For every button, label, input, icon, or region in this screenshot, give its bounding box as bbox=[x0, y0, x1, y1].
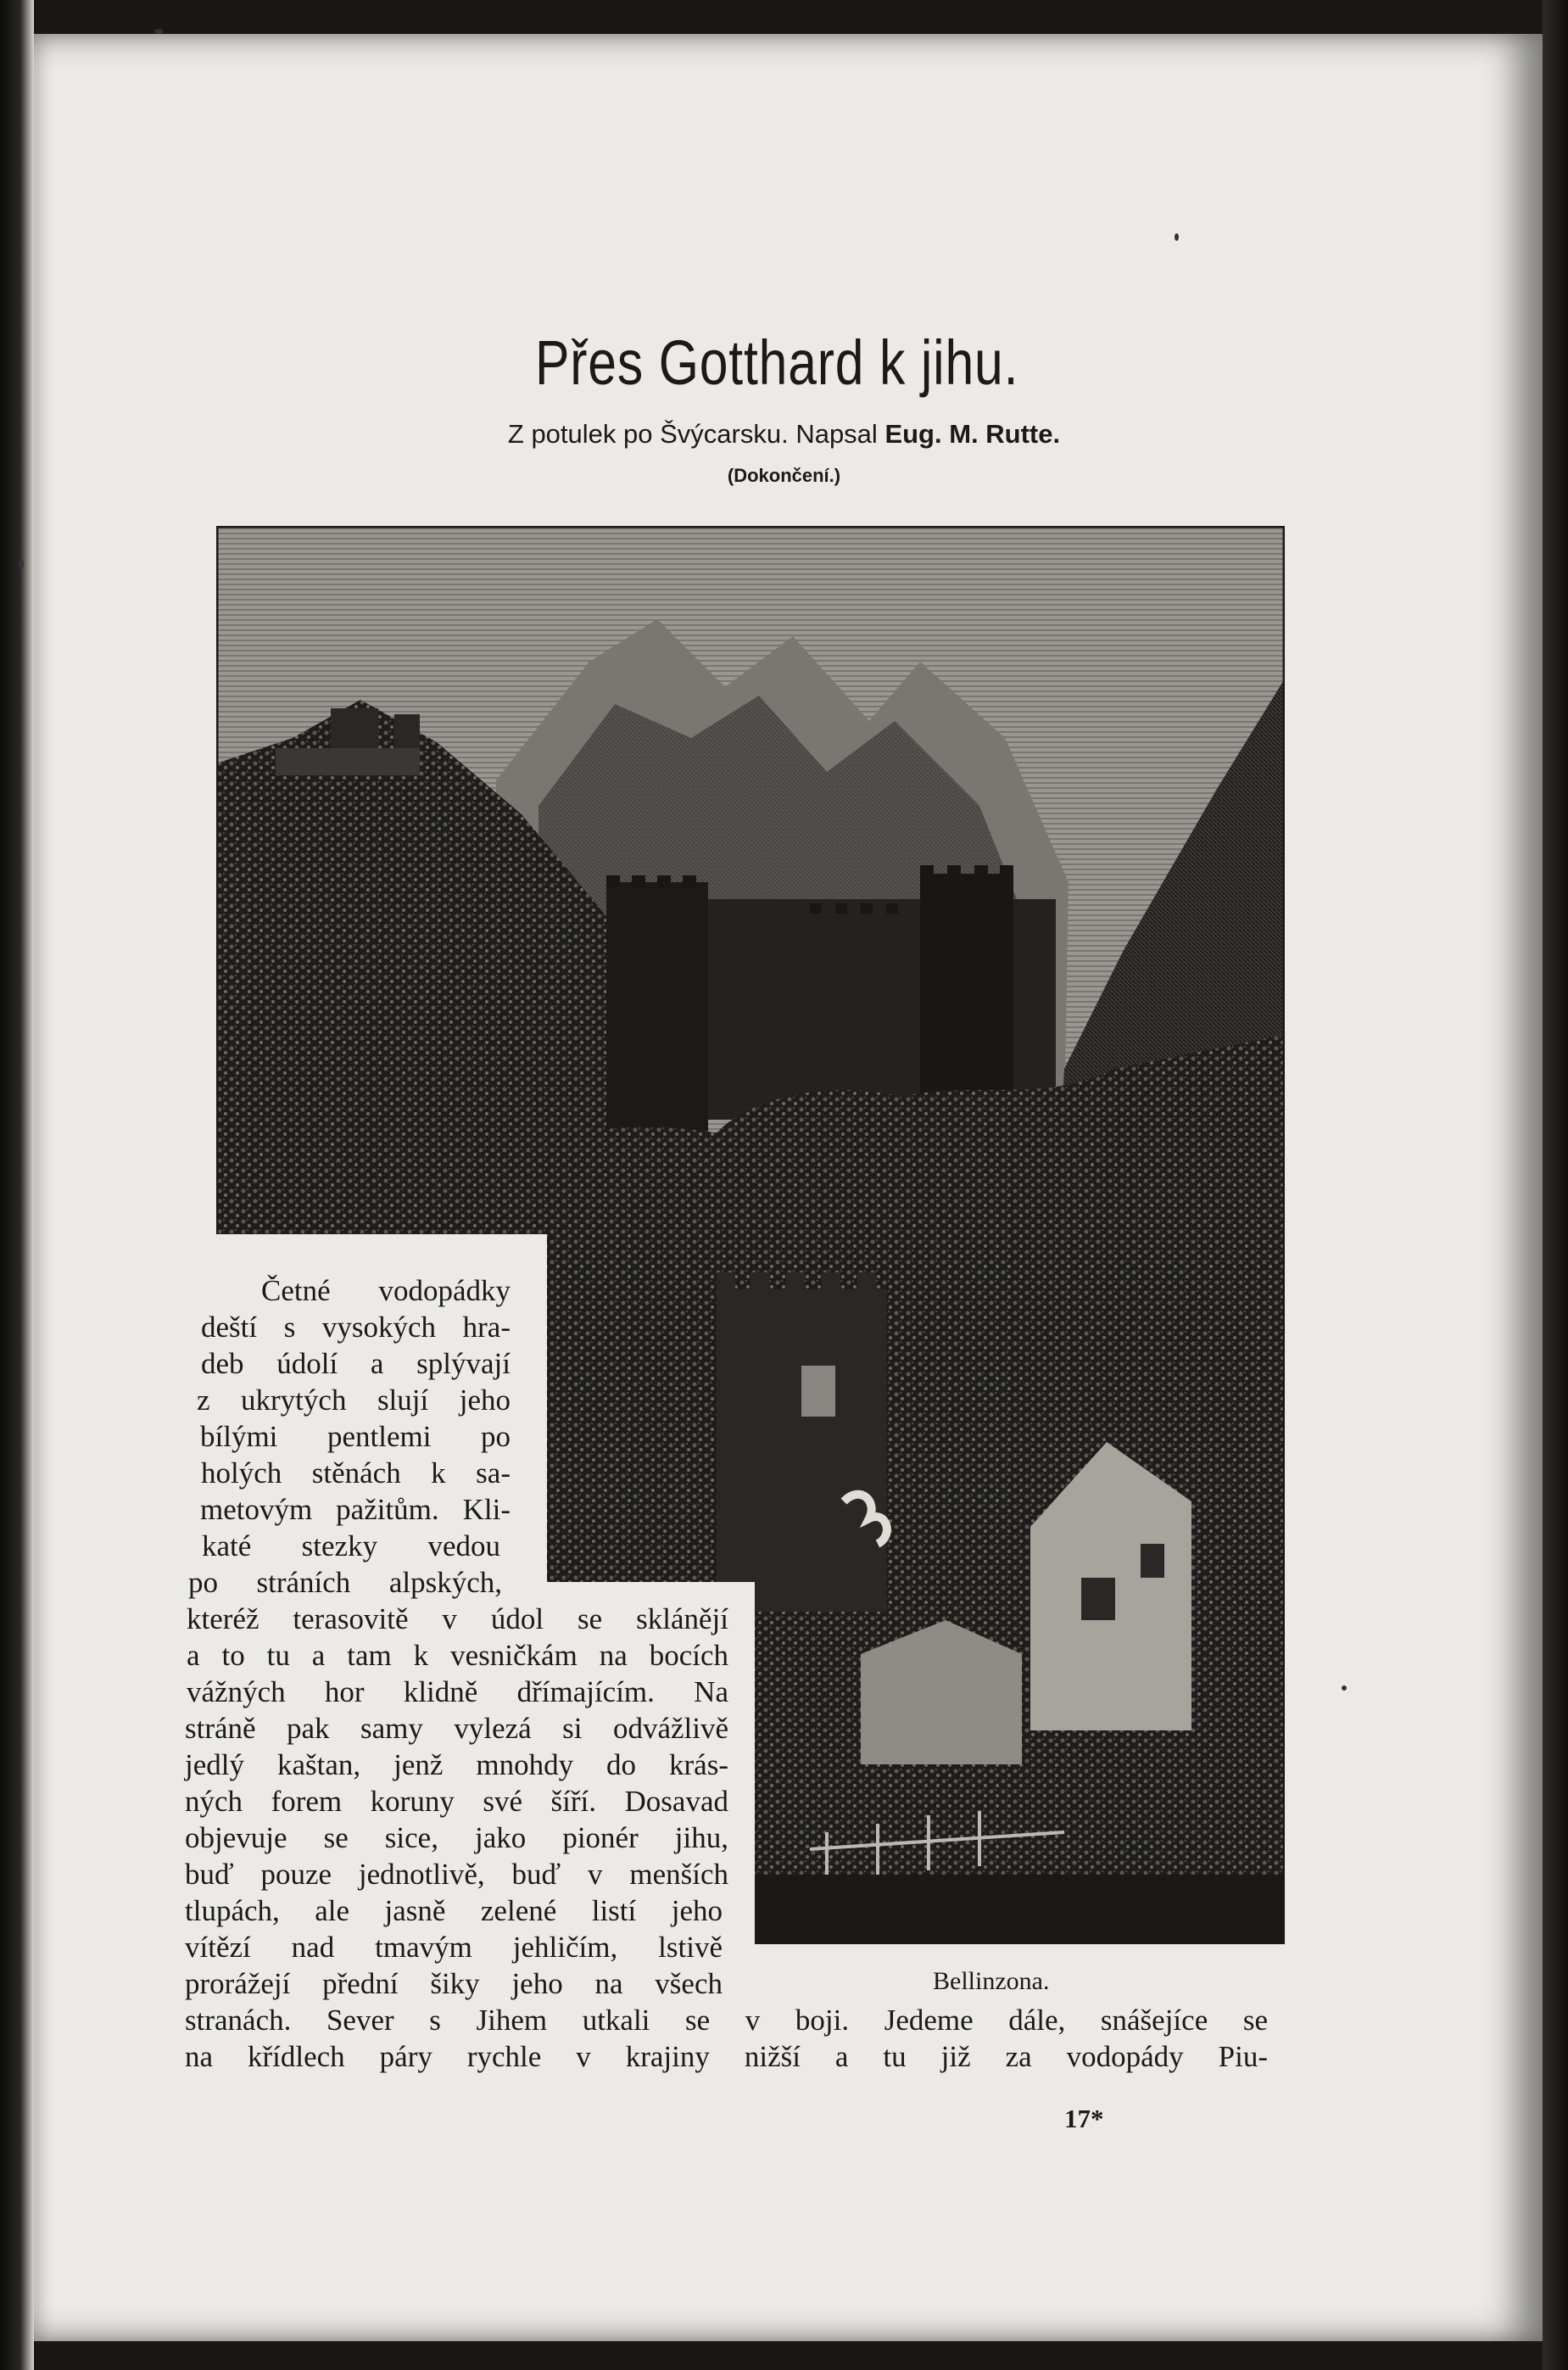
article-author: Eug. M. Rutte. bbox=[884, 419, 1061, 449]
body-line: vítězí nad tmavým jehličím, lstivě bbox=[185, 1931, 723, 1964]
article-title: Přes Gotthard k jihu. bbox=[534, 327, 1019, 398]
body-line: deb údolí a splývají bbox=[201, 1347, 511, 1380]
speck bbox=[1342, 1685, 1347, 1691]
body-line: a to tu a tam k vesničkám na bocích bbox=[187, 1639, 728, 1672]
body-line: metovým pažitům. Kli- bbox=[200, 1493, 511, 1526]
body-line: buď pouze jednotlivě, buď v menších bbox=[185, 1858, 728, 1891]
body-line: vážných hor klidně dřímajícím. Na bbox=[187, 1675, 728, 1708]
body-line: ných forem koruny své šíří. Dosavad bbox=[185, 1785, 728, 1818]
body-line: stráně pak samy vylezá si odvážlivě bbox=[185, 1712, 728, 1745]
body-line: holých stěnách k sa- bbox=[201, 1456, 511, 1490]
article-subtitle bbox=[0, 419, 1568, 450]
body-line: objevuje se sice, jako pionér jihu, bbox=[185, 1821, 728, 1854]
body-line: stranách. Sever s Jihem utkali se v boji. Jedeme dále, snášejíce se bbox=[185, 2004, 1268, 2037]
body-line: kteréž terasovitě v údol se sklánějí bbox=[187, 1602, 728, 1635]
page-number: 17* bbox=[1064, 2104, 1104, 2133]
body-line: tlupách, ale jasně zelené listí jeho bbox=[185, 1894, 723, 1927]
figure-caption: Bellinzona. bbox=[933, 1967, 1050, 1995]
body-line: jedlý kaštan, jenž mnohdy do krás- bbox=[185, 1748, 728, 1781]
body-line: po stráních alpských, bbox=[188, 1566, 502, 1599]
speck bbox=[154, 29, 163, 34]
book-spine-shadow bbox=[0, 0, 34, 2370]
body-line: bílými pentlemi po bbox=[200, 1420, 511, 1453]
body-line: z ukrytých slují jeho bbox=[197, 1383, 511, 1417]
speck bbox=[19, 560, 24, 568]
body-line: deští s vysokých hra- bbox=[201, 1311, 511, 1344]
body-line: prorážejí přední šiky jeho na všech bbox=[185, 1967, 723, 2000]
body-line: na křídlech páry rychle v krajiny nižší a tu již za vodopády Piu- bbox=[185, 2040, 1268, 2073]
subtitle-prefix: Z potulek po Švýcarsku. Napsal bbox=[507, 419, 885, 449]
page-edge-shadow bbox=[1543, 0, 1568, 2370]
body-line: Četné vodopádky bbox=[261, 1274, 511, 1307]
continuation-note: (Dokončení.) bbox=[727, 465, 841, 486]
speck bbox=[1175, 233, 1179, 241]
body-line: katé stezky vedou bbox=[202, 1529, 500, 1562]
